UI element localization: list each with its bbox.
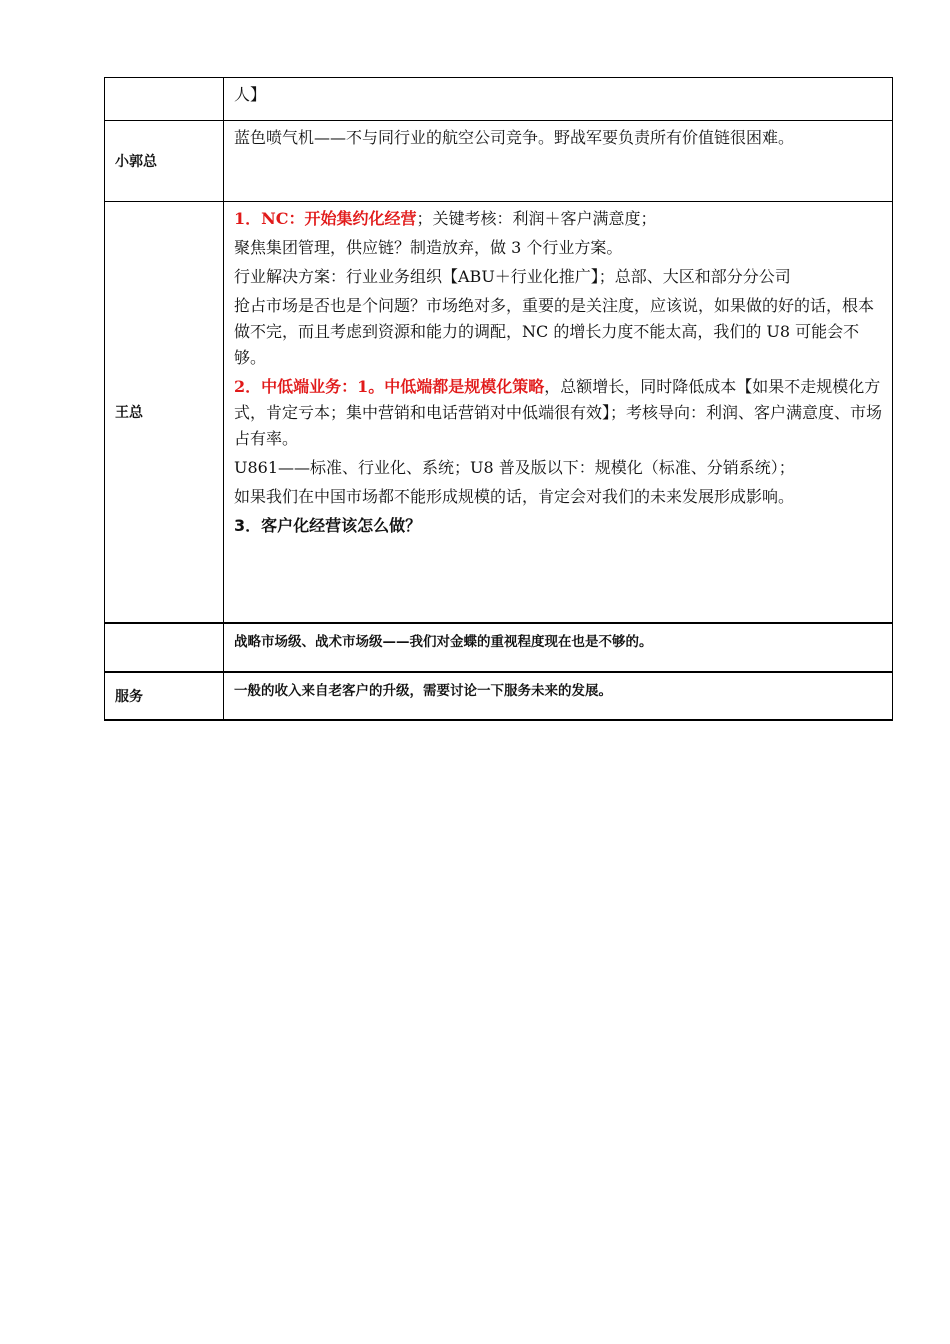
paragraph: 聚焦集团管理，供应链？制造放弃，做 3 个行业方案。: [234, 238, 623, 257]
table-row: [105, 121, 893, 202]
speaker-cell: [105, 78, 224, 121]
content-text: 战略市场级、战术市场级——我们对金蝶的重视程度现在也是不够的。: [234, 634, 653, 650]
speaker-name: 王总: [105, 202, 224, 624]
highlight-low-end: 2．中低端业务：1。中低端都是规模化策略: [234, 377, 545, 396]
paragraph: U861——标准、行业化、系统；U8 普及版以下：规模化（标准、分销系统）；: [234, 458, 795, 477]
table-row: [105, 78, 893, 121]
paragraph-nc-rest: ；关键考核：利润＋客户满意度；: [416, 209, 657, 228]
content-cell: [224, 121, 893, 202]
content-cell: [224, 623, 893, 672]
paragraph: 如果我们在中国市场都不能形成规模的话，肯定会对我们的未来发展形成影响。: [234, 487, 795, 506]
table-row: [105, 672, 893, 720]
paragraph-low-end-rest: ，总额增长，同时降低成本【如果不走规模化方式，肯定亏本；集中营销和电话营销对中低端很有效】；考核导向：利润、客户满意度、市场占有率。: [234, 377, 883, 448]
meeting-minutes-table: [104, 77, 893, 721]
table-row: [105, 202, 893, 624]
content-text: 一般的收入来自老客户的升级，需要讨论一下服务未来的发展。: [234, 683, 612, 699]
speaker-name: 小郭总: [105, 121, 224, 202]
paragraph: 行业解决方案：行业业务组织【ABU＋行业化推广】；总部、大区和部分分公司: [234, 267, 791, 286]
content-text: 人】: [234, 85, 267, 104]
table-row: [105, 623, 893, 672]
paragraph-low-end: [234, 374, 884, 452]
speaker-name: 服务: [105, 672, 224, 720]
content-cell: [224, 672, 893, 720]
content-cell: [224, 78, 893, 121]
highlight-nc: 1．NC：开始集约化经营: [234, 209, 417, 228]
paragraph-nc: [234, 206, 884, 232]
content-cell: [224, 202, 893, 624]
content-text: 蓝色喷气机——不与同行业的航空公司竞争。野战军要负责所有价值链很困难。: [234, 128, 795, 147]
paragraph-heading: 3．客户化经营该怎么做？: [234, 516, 422, 535]
paragraph: 抢占市场是否也是个问题？市场绝对多，重要的是关注度，应该说，如果做的好的话，根本做不完，而且考虑到资源和能力的调配，NC 的增长力度不能太高，我们的 U8 可能会不够。: [234, 296, 875, 367]
speaker-cell: [105, 623, 224, 672]
